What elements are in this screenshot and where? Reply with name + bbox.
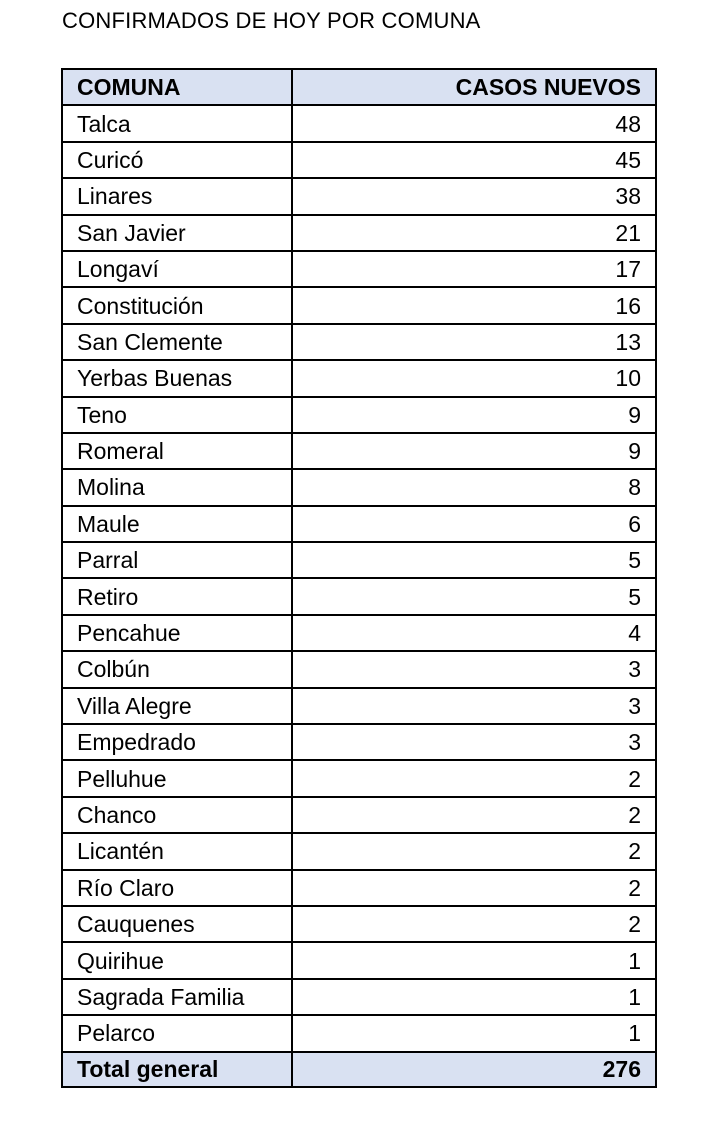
casos-cell: 16: [292, 287, 656, 323]
table-row: [62, 542, 656, 578]
comuna-cell: Licantén: [62, 833, 292, 869]
comuna-cell: San Clemente: [62, 324, 292, 360]
casos-cell: 2: [292, 760, 656, 796]
comuna-cell: Maule: [62, 506, 292, 542]
casos-cell: 45: [292, 142, 656, 178]
table-row: [62, 615, 656, 651]
comuna-cell: Talca: [62, 105, 292, 141]
comuna-cell: Molina: [62, 469, 292, 505]
comuna-cell: San Javier: [62, 215, 292, 251]
table-row: [62, 942, 656, 978]
table-row: [62, 142, 656, 178]
casos-cell: 5: [292, 542, 656, 578]
casos-cell: 3: [292, 688, 656, 724]
comuna-cell: Colbún: [62, 651, 292, 687]
table-row: [62, 397, 656, 433]
comuna-cell: Curicó: [62, 142, 292, 178]
table-row: [62, 215, 656, 251]
comuna-cell: Empedrado: [62, 724, 292, 760]
table-row: [62, 797, 656, 833]
table-header-row: [62, 69, 656, 105]
total-value: 276: [292, 1052, 656, 1087]
casos-cell: 21: [292, 215, 656, 251]
table-row: [62, 979, 656, 1015]
comuna-cell: Cauquenes: [62, 906, 292, 942]
casos-cell: 1: [292, 979, 656, 1015]
casos-cell: 9: [292, 433, 656, 469]
casos-cell: 1: [292, 1015, 656, 1051]
comuna-cell: Retiro: [62, 578, 292, 614]
casos-cell: 5: [292, 578, 656, 614]
total-row: [62, 1052, 656, 1087]
comuna-cell: Teno: [62, 397, 292, 433]
comuna-cell: Constitución: [62, 287, 292, 323]
table-row: [62, 651, 656, 687]
table-row: [62, 360, 656, 396]
table-row: [62, 1015, 656, 1051]
comuna-cell: Pelarco: [62, 1015, 292, 1051]
table-row: [62, 578, 656, 614]
header-casos-nuevos: CASOS NUEVOS: [292, 69, 656, 105]
table-body: [62, 105, 656, 1051]
comuna-cell: Chanco: [62, 797, 292, 833]
comuna-cell: Parral: [62, 542, 292, 578]
table-row: [62, 760, 656, 796]
casos-cell: 3: [292, 651, 656, 687]
comuna-cell: Romeral: [62, 433, 292, 469]
table-row: [62, 833, 656, 869]
comuna-cell: Longaví: [62, 251, 292, 287]
comuna-cell: Linares: [62, 178, 292, 214]
table-row: [62, 251, 656, 287]
comuna-cell: Pelluhue: [62, 760, 292, 796]
casos-cell: 13: [292, 324, 656, 360]
header-comuna: COMUNA: [62, 69, 292, 105]
table-row: [62, 506, 656, 542]
table-row: [62, 469, 656, 505]
table-row: [62, 870, 656, 906]
table-row: [62, 287, 656, 323]
total-label: Total general: [62, 1052, 292, 1087]
comuna-cell: Villa Alegre: [62, 688, 292, 724]
table-row: [62, 688, 656, 724]
casos-cell: 3: [292, 724, 656, 760]
casos-cell: 1: [292, 942, 656, 978]
casos-cell: 38: [292, 178, 656, 214]
table-row: [62, 324, 656, 360]
comuna-cell: Río Claro: [62, 870, 292, 906]
table-row: [62, 906, 656, 942]
comuna-cell: Yerbas Buenas: [62, 360, 292, 396]
casos-cell: 2: [292, 797, 656, 833]
casos-cell: 6: [292, 506, 656, 542]
table-row: [62, 178, 656, 214]
table-row: [62, 105, 656, 141]
table-row: [62, 433, 656, 469]
casos-cell: 2: [292, 833, 656, 869]
cases-table: [61, 68, 657, 1088]
comuna-cell: Quirihue: [62, 942, 292, 978]
comuna-cell: Sagrada Familia: [62, 979, 292, 1015]
casos-cell: 8: [292, 469, 656, 505]
casos-cell: 48: [292, 105, 656, 141]
casos-cell: 9: [292, 397, 656, 433]
comuna-cell: Pencahue: [62, 615, 292, 651]
casos-cell: 17: [292, 251, 656, 287]
casos-cell: 4: [292, 615, 656, 651]
casos-cell: 2: [292, 906, 656, 942]
page-title: CONFIRMADOS DE HOY POR COMUNA: [62, 8, 481, 33]
casos-cell: 10: [292, 360, 656, 396]
table-row: [62, 724, 656, 760]
casos-cell: 2: [292, 870, 656, 906]
